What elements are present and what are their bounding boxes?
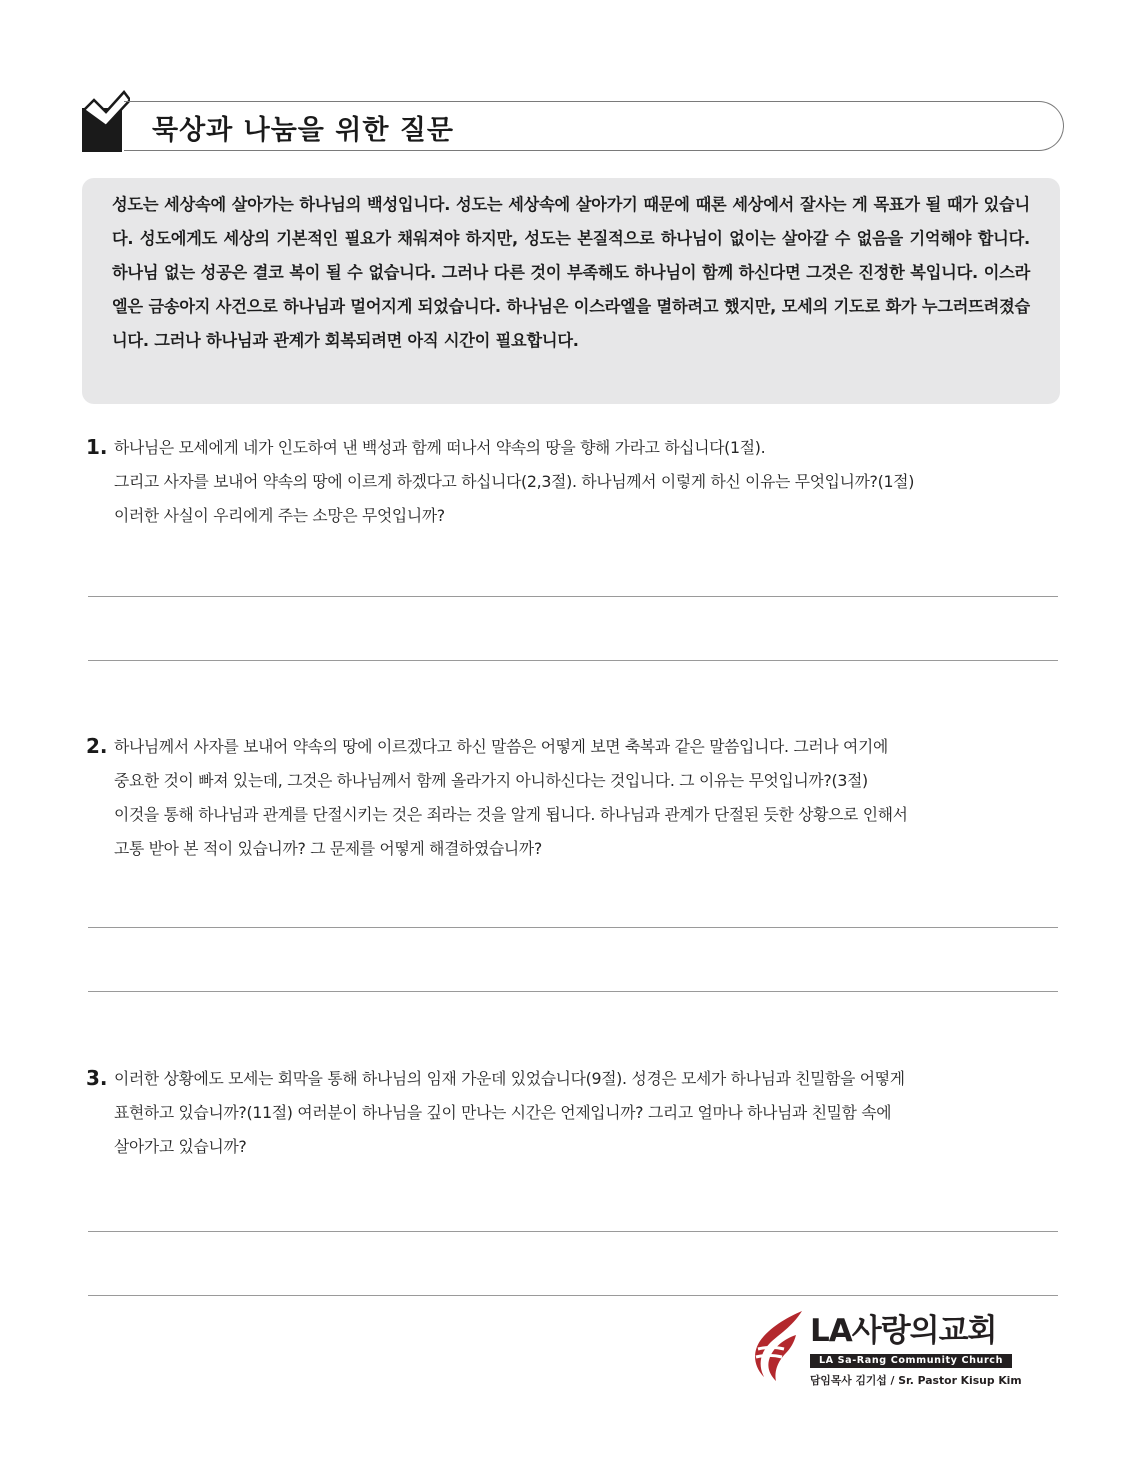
question-line: 이러한 사실이 우리에게 주는 소망은 무엇입니까? [114, 506, 445, 525]
question-line: 하나님께서 사자를 보내어 약속의 땅에 이르겠다고 하신 말씀은 어떻게 보면 축복과 같은 말씀입니다. 그러나 여기에 [114, 737, 888, 756]
page-title: 묵상과 나눔을 위한 질문 [152, 115, 455, 146]
section-header [80, 88, 1066, 154]
question-line: 고통 받아 본 적이 있습니까? 그 문제를 어떻게 해결하였습니까? [114, 839, 542, 858]
intro-line: 수 없음을 기억해야 합니다. 하나님 없는 성공은 결코 복이 될 수 없습니다. 그러나 다른 것이 부족해도 하나님이 함께 [112, 229, 1030, 282]
answer-line[interactable] [88, 991, 1058, 992]
pastor-line: 담임목사 김기섭 / Sr. Pastor Kisup Kim [810, 1374, 1022, 1387]
intro-line: 하신다면 그것은 진정한 복입니다. 이스라엘은 금송아지 사건으로 하나님과 멀어지게 되었습니다. 하나님은 [112, 263, 1031, 316]
question-text [114, 730, 1061, 866]
intro-line: 이스라엘을 멸하려고 했지만, 모세의 기도로 화가 누그러뜨려졌습니다. 그러나 하나님과 관계가 회복되려면 아직 [112, 297, 1030, 350]
question-line: 하나님은 모세에게 네가 인도하여 낸 백성과 함께 떠나서 약속의 땅을 향해 가라고 하십니다(1절). [114, 438, 766, 457]
church-logo [748, 1307, 1028, 1391]
intro-line: 성도는 세상속에 살아가는 하나님의 백성입니다. 성도는 세상속에 살아가기 때문에 때론 세상에서 잘사는 게 목표가 [112, 195, 920, 214]
answer-line[interactable] [88, 596, 1058, 597]
question-number: 3. [86, 1066, 108, 1090]
church-english-name: LA Sa-Rang Community Church [810, 1354, 1012, 1368]
answer-line[interactable] [88, 1295, 1058, 1296]
question-text [114, 431, 1061, 533]
intro-line: 시간이 필요합니다. [443, 331, 579, 350]
flame-logo-icon [748, 1309, 810, 1383]
question-line: 이것을 통해 하나님과 관계를 단절시키는 것은 죄라는 것을 알게 됩니다. 하나님과 관계가 단절된 듯한 상황으로 인해서 [114, 805, 908, 824]
question-text [114, 1062, 1061, 1164]
church-name: LA사랑의교회 [810, 1313, 997, 1349]
question-line: 표현하고 있습니까?(11절) 여러분이 하나님을 깊이 만나는 시간은 언제입니까? 그리고 얼마나 하나님과 친밀함 속에 [114, 1103, 892, 1122]
answer-line[interactable] [88, 927, 1058, 928]
intro-text [112, 188, 1030, 358]
question-number: 2. [86, 734, 108, 758]
answer-line[interactable] [88, 1231, 1058, 1232]
question-number: 1. [86, 435, 108, 459]
question-line: 중요한 것이 빠져 있는데, 그것은 하나님께서 함께 올라가지 아니하신다는 것입니다. 그 이유는 무엇입니까?(3절) [114, 771, 868, 790]
question-line: 그리고 사자를 보내어 약속의 땅에 이르게 하겠다고 하십니다(2,3절). 하나님께서 이렇게 하신 이유는 무엇입니까?(1절) [114, 472, 915, 491]
intro-box [82, 178, 1060, 404]
answer-line[interactable] [88, 660, 1058, 661]
check-box-icon [80, 88, 130, 154]
intro-line: 될 때가 있습니다. 성도에게도 세상의 기본적인 필요가 채워져야 하지만, 성도는 본질적으로 하나님이 없이는 살아갈 [112, 195, 1030, 248]
question-line: 살아가고 있습니까? [114, 1137, 247, 1156]
question-line: 이러한 상황에도 모세는 회막을 통해 하나님의 임재 가운데 있었습니다(9절). 성경은 모세가 하나님과 친밀함을 어떻게 [114, 1069, 905, 1088]
